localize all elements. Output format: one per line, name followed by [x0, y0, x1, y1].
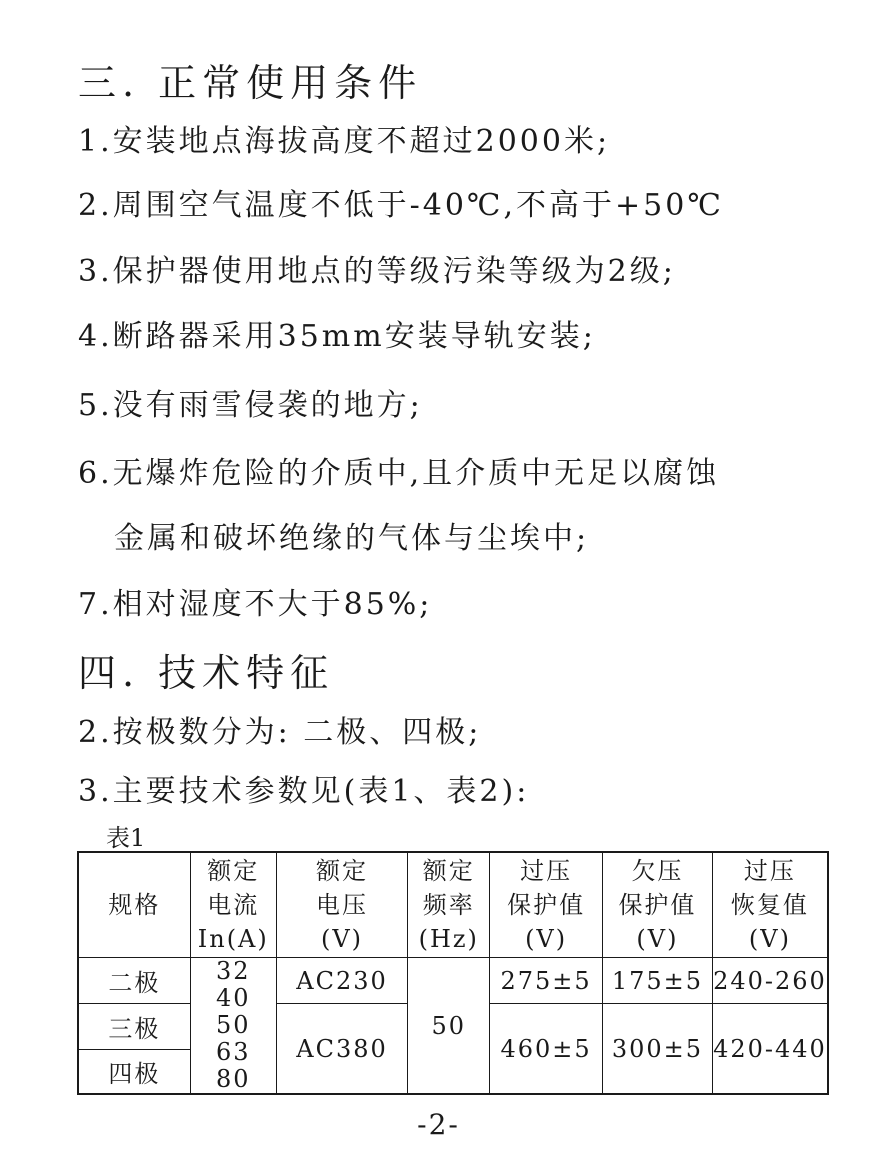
condition-item-2: 2.周围空气温度不低于-40℃,不高于+50℃ — [78, 188, 724, 223]
condition-item-6: 6.无爆炸危险的介质中,且介质中无足以腐蚀 — [78, 456, 720, 491]
undervoltage-cell: 300±5 — [603, 1004, 713, 1095]
condition-item-5: 5.没有雨雪侵袭的地方; — [78, 388, 423, 423]
recovery-cell: 240-260 — [712, 958, 828, 1004]
undervoltage-cell: 175±5 — [603, 958, 713, 1004]
voltage-cell: AC380 — [276, 1004, 408, 1095]
feature-item-2: 2.按极数分为: 二极、四极; — [78, 715, 482, 750]
header-overvoltage-protection: 过压 保护值 (V) — [490, 852, 603, 958]
pole-cell: 三极 — [78, 1004, 190, 1050]
section-heading-usage-conditions: 三. 正常使用条件 — [78, 61, 423, 105]
condition-item-3: 3.保护器使用地点的等级污染等级为2级; — [78, 254, 676, 289]
condition-item-7: 7.相对湿度不大于85%; — [78, 587, 433, 622]
table-caption: 表1 — [106, 824, 146, 852]
header-overvoltage-recovery: 过压 恢复值 (V) — [712, 852, 828, 958]
current-cell: 32 40 50 63 80 — [190, 958, 276, 1095]
overvoltage-cell: 275±5 — [490, 958, 603, 1004]
header-rated-frequency: 额定 频率 (Hz) — [408, 852, 490, 958]
header-rated-voltage: 额定 电压 (V) — [276, 852, 408, 958]
feature-item-3: 3.主要技术参数见(表1、表2): — [78, 774, 530, 809]
spec-table — [77, 851, 829, 1095]
header-spec: 规格 — [78, 852, 190, 958]
page-number: -2- — [417, 1108, 460, 1141]
recovery-cell: 420-440 — [712, 1004, 828, 1095]
frequency-cell: 50 — [408, 958, 490, 1095]
table-header-row — [78, 852, 828, 958]
condition-item-1: 1.安装地点海拔高度不超过2000米; — [78, 124, 611, 159]
table-row — [78, 958, 828, 1004]
condition-item-4: 4.断路器采用35mm安装导轨安装; — [78, 319, 596, 354]
header-rated-current: 额定 电流 In(A) — [190, 852, 276, 958]
section-heading-technical-features: 四. 技术特征 — [78, 651, 335, 695]
header-undervoltage-protection: 欠压 保护值 (V) — [603, 852, 713, 958]
pole-cell: 四极 — [78, 1049, 190, 1094]
condition-item-6-continued: 金属和破坏绝缘的气体与尘埃中; — [114, 521, 590, 556]
voltage-cell: AC230 — [276, 958, 408, 1004]
overvoltage-cell: 460±5 — [490, 1004, 603, 1095]
pole-cell: 二极 — [78, 958, 190, 1004]
